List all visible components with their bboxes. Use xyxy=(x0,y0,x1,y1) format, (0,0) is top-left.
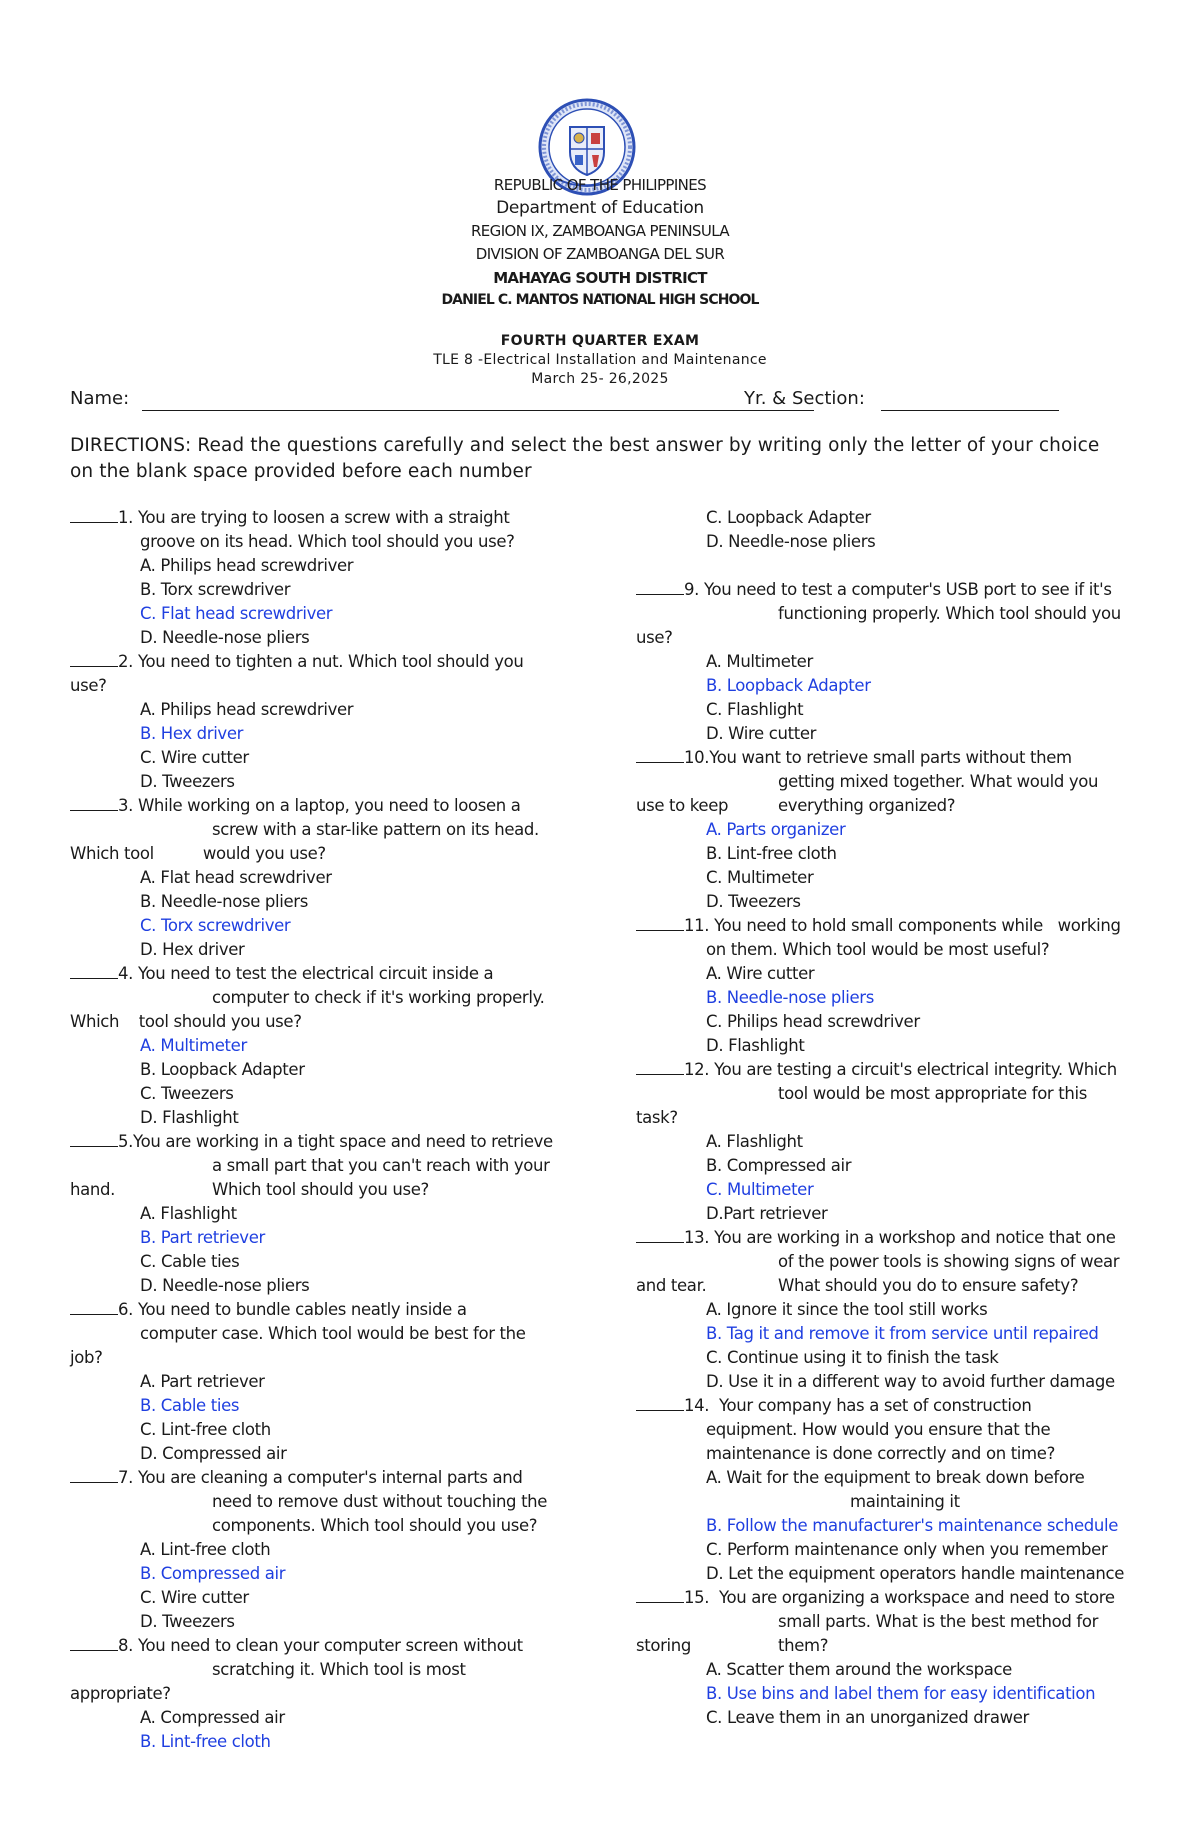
choice: D. Let the equipment operators handle maintenance xyxy=(706,1564,1125,1583)
section-blank[interactable] xyxy=(881,410,1059,411)
question-line: use to keep xyxy=(636,796,729,815)
choice: A. Multimeter xyxy=(706,652,813,671)
correct-choice: B. Needle-nose pliers xyxy=(706,988,874,1007)
choice: B. Needle-nose pliers xyxy=(140,892,308,911)
choice: D.Part retriever xyxy=(706,1204,828,1223)
choice: D. Hex driver xyxy=(140,940,245,959)
question-line: What should you do to ensure safety? xyxy=(778,1276,1079,1295)
name-section-line xyxy=(70,388,1070,414)
choice: maintaining it xyxy=(850,1492,960,1511)
answer-blank[interactable] xyxy=(636,915,684,931)
question-line: computer to check if it's working properly. xyxy=(212,988,545,1007)
answer-blank[interactable] xyxy=(70,1131,118,1147)
question-line: 1. You are trying to loosen a screw with a straight xyxy=(70,506,509,530)
question-line: getting mixed together. What would you xyxy=(778,772,1099,791)
choice: C. Multimeter xyxy=(706,868,814,887)
answer-blank[interactable] xyxy=(636,1227,684,1243)
choice: B. Lint-free cloth xyxy=(706,844,837,863)
correct-choice: A. Multimeter xyxy=(140,1036,247,1055)
choice: B. Torx screwdriver xyxy=(140,580,291,599)
choice: C. Wire cutter xyxy=(140,748,249,767)
choice: C. Leave them in an unorganized drawer xyxy=(706,1708,1029,1727)
correct-choice: C. Torx screwdriver xyxy=(140,916,291,935)
choice: C. Lint-free cloth xyxy=(140,1420,271,1439)
answer-blank[interactable] xyxy=(70,795,118,811)
correct-choice: C. Flat head screwdriver xyxy=(140,604,333,623)
correct-choice: B. Use bins and label them for easy identification xyxy=(706,1684,1096,1703)
question-line: job? xyxy=(70,1348,103,1367)
question-line: 14. Your company has a set of construction xyxy=(636,1394,1031,1418)
question-line: of the power tools is showing signs of wear xyxy=(778,1252,1120,1271)
choice: D. Tweezers xyxy=(140,1612,235,1631)
choice: D. Needle-nose pliers xyxy=(706,532,876,551)
correct-choice: B. Part retriever xyxy=(140,1228,265,1247)
choice: C. Continue using it to finish the task xyxy=(706,1348,999,1367)
question-line: Which tool should you use? xyxy=(70,1012,302,1031)
question-line: task? xyxy=(636,1108,678,1127)
choice: D. Use it in a different way to avoid further damage xyxy=(706,1372,1115,1391)
question-line: groove on its head. Which tool should you use? xyxy=(140,532,515,551)
choice: A. Flat head screwdriver xyxy=(140,868,332,887)
question-line: a small part that you can't reach with your xyxy=(212,1156,550,1175)
choice: D. Flashlight xyxy=(706,1036,805,1055)
question-line: everything organized? xyxy=(778,796,956,815)
answer-blank[interactable] xyxy=(70,507,118,523)
choice: A. Wire cutter xyxy=(706,964,815,983)
choice: C. Philips head screwdriver xyxy=(706,1012,920,1031)
choice: D. Tweezers xyxy=(140,772,235,791)
choice: C. Wire cutter xyxy=(140,1588,249,1607)
answer-blank[interactable] xyxy=(636,1395,684,1411)
choice: A. Flashlight xyxy=(706,1132,803,1151)
question-line: tool would be most appropriate for this xyxy=(778,1084,1087,1103)
question-line: screw with a star-like pattern on its head. xyxy=(212,820,539,839)
question-line: 6. You need to bundle cables neatly inside a xyxy=(70,1298,467,1322)
question-line: 8. You need to clean your computer screen without xyxy=(70,1634,523,1658)
question-line: functioning properly. Which tool should you xyxy=(778,604,1121,623)
choice: B. Loopback Adapter xyxy=(140,1060,305,1079)
question-line: scratching it. Which tool is most xyxy=(212,1660,466,1679)
question-line: 5.You are working in a tight space and need to retrieve xyxy=(70,1130,553,1154)
correct-choice: C. Multimeter xyxy=(706,1180,814,1199)
question-line: need to remove dust without touching the xyxy=(212,1492,548,1511)
question-line: and tear. xyxy=(636,1276,707,1295)
choice: A. Philips head screwdriver xyxy=(140,700,354,719)
answer-blank[interactable] xyxy=(70,1299,118,1315)
question-line: 7. You are cleaning a computer's internal parts and xyxy=(70,1466,522,1490)
question-line: appropriate? xyxy=(70,1684,171,1703)
choice: C. Cable ties xyxy=(140,1252,240,1271)
question-line: 13. You are working in a workshop and notice that one xyxy=(636,1226,1116,1250)
answer-blank[interactable] xyxy=(70,963,118,979)
correct-choice: A. Parts organizer xyxy=(706,820,846,839)
exam-title: FOURTH QUARTER EXAM xyxy=(500,333,700,349)
header-republic: REPUBLIC OF THE PHILIPPINES xyxy=(493,176,707,194)
answer-blank[interactable] xyxy=(70,1635,118,1651)
correct-choice: B. Compressed air xyxy=(140,1564,286,1583)
correct-choice: B. Cable ties xyxy=(140,1396,240,1415)
choice: D. Compressed air xyxy=(140,1444,287,1463)
choice: D. Needle-nose pliers xyxy=(140,628,310,647)
question-line: 3. While working on a laptop, you need to loosen a xyxy=(70,794,521,818)
choice: A. Part retriever xyxy=(140,1372,265,1391)
question-line: equipment. How would you ensure that the xyxy=(706,1420,1051,1439)
choice: D. Needle-nose pliers xyxy=(140,1276,310,1295)
question-line: them? xyxy=(778,1636,829,1655)
question-line: components. Which tool should you use? xyxy=(212,1516,538,1535)
question-line: 11. You need to hold small components while working xyxy=(636,914,1121,938)
question-line: hand. xyxy=(70,1180,115,1199)
directions-text: DIRECTIONS: Read the questions carefully and select the best answer by writing only the letter of your choice on the blank space provided before each number xyxy=(70,435,1100,482)
answer-blank[interactable] xyxy=(70,651,118,667)
exam-date: March 25- 26,2025 xyxy=(531,371,669,387)
question-line: 15. You are organizing a workspace and need to store xyxy=(636,1586,1115,1610)
correct-choice: B. Follow the manufacturer's maintenance schedule xyxy=(706,1516,1119,1535)
question-line: computer case. Which tool would be best for the xyxy=(140,1324,526,1343)
header-division: DIVISION OF ZAMBOANGA DEL SUR xyxy=(475,245,725,263)
correct-choice: B. Loopback Adapter xyxy=(706,676,871,695)
question-line: Which tool would you use? xyxy=(70,844,326,863)
question-line: 9. You need to test a computer's USB port to see if it's xyxy=(636,578,1112,602)
choice: A. Wait for the equipment to break down before xyxy=(706,1468,1085,1487)
question-line: use? xyxy=(70,676,107,695)
name-label: Name: xyxy=(70,388,130,409)
question-line: 4. You need to test the electrical circuit inside a xyxy=(70,962,493,986)
choice: D. Wire cutter xyxy=(706,724,817,743)
question-line: use? xyxy=(636,628,673,647)
choice: A. Philips head screwdriver xyxy=(140,556,354,575)
choice: A. Lint-free cloth xyxy=(140,1540,271,1559)
header-school: DANIEL C. MANTOS NATIONAL HIGH SCHOOL xyxy=(441,292,759,308)
answer-blank[interactable] xyxy=(636,1587,684,1603)
question-line: on them. Which tool would be most useful? xyxy=(706,940,1050,959)
question-line: 12. You are testing a circuit's electrical integrity. Which xyxy=(636,1058,1117,1082)
answer-blank[interactable] xyxy=(636,579,684,595)
question-line: 10.You want to retrieve small parts without them xyxy=(636,746,1072,770)
choice: C. Loopback Adapter xyxy=(706,508,871,527)
choice: D. Tweezers xyxy=(706,892,801,911)
choice: A. Scatter them around the workspace xyxy=(706,1660,1012,1679)
name-blank[interactable] xyxy=(142,410,814,411)
header-region: REGION IX, ZAMBOANGA PENINSULA xyxy=(470,222,729,240)
question-line: storing xyxy=(636,1636,692,1655)
choice: C. Flashlight xyxy=(706,700,804,719)
choice: B. Compressed air xyxy=(706,1156,852,1175)
section-label: Yr. & Section: xyxy=(744,388,865,409)
question-line: small parts. What is the best method for xyxy=(778,1612,1099,1631)
header-district: MAHAYAG SOUTH DISTRICT xyxy=(493,269,707,287)
choice: A. Compressed air xyxy=(140,1708,285,1727)
choice: C. Perform maintenance only when you remember xyxy=(706,1540,1108,1559)
answer-blank[interactable] xyxy=(70,1467,118,1483)
choice: D. Flashlight xyxy=(140,1108,239,1127)
choice: A. Flashlight xyxy=(140,1204,237,1223)
choice: A. Ignore it since the tool still works xyxy=(706,1300,988,1319)
question-line: maintenance is done correctly and on time? xyxy=(706,1444,1055,1463)
answer-blank[interactable] xyxy=(636,747,684,763)
exam-subject: TLE 8 -Electrical Installation and Maintenance xyxy=(433,352,767,368)
header-department: Department of Education xyxy=(496,198,704,218)
correct-choice: B. Tag it and remove it from service until repaired xyxy=(706,1324,1099,1343)
question-line: 2. You need to tighten a nut. Which tool should you xyxy=(70,650,524,674)
correct-choice: B. Hex driver xyxy=(140,724,244,743)
question-line: Which tool should you use? xyxy=(212,1180,429,1199)
answer-blank[interactable] xyxy=(636,1059,684,1075)
correct-choice: B. Lint-free cloth xyxy=(140,1732,271,1751)
choice: C. Tweezers xyxy=(140,1084,234,1103)
